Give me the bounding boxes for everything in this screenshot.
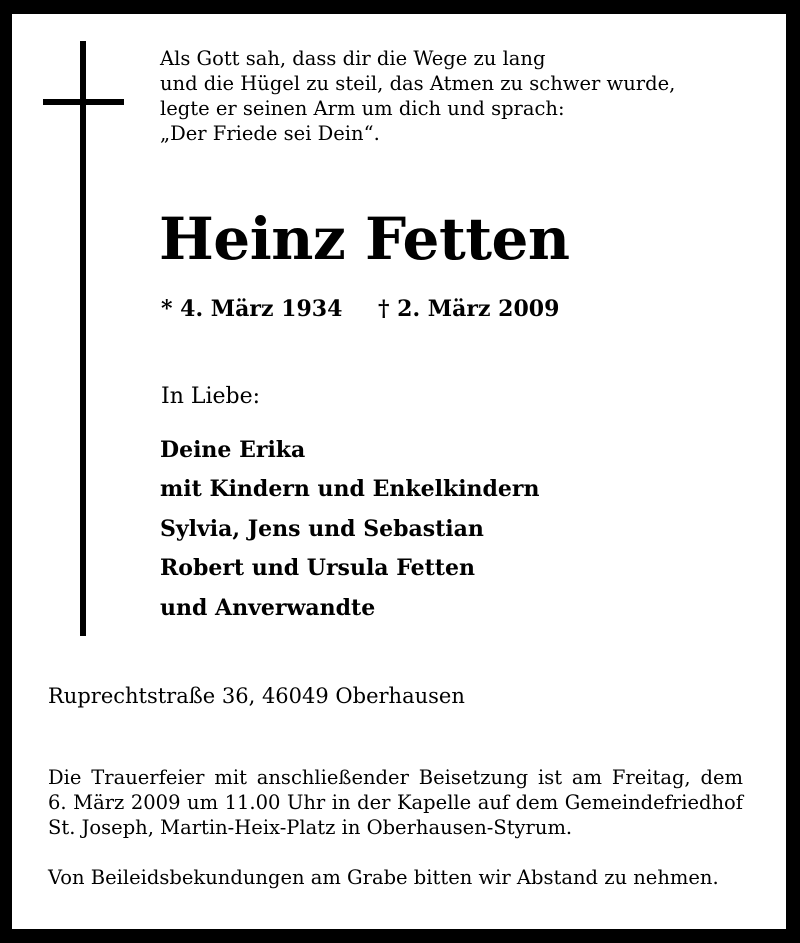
- poem-line: legte er seinen Arm um dich und sprach:: [160, 97, 565, 120]
- mourners-list: [160, 431, 540, 628]
- poem: [160, 46, 675, 146]
- mourner-line: und Anverwandte: [160, 594, 376, 621]
- ceremony-line: St. Joseph, Martin-Heix-Platz in Oberhausen-Styrum.: [48, 816, 573, 839]
- address: Ruprechtstraße 36, 46049 Oberhausen: [48, 684, 465, 708]
- mourner-line: Robert und Ursula Fetten: [160, 555, 475, 582]
- death-date: † 2. März 2009: [378, 296, 560, 322]
- ceremony-line: Die Trauerfeier mit anschließender Beisetzung ist am Freitag, dem: [48, 766, 743, 789]
- mourner-line: Deine Erika: [160, 437, 306, 463]
- poem-line: Als Gott sah, dass dir die Wege zu lang: [160, 47, 546, 70]
- mourner-line: mit Kindern und Enkelkindern: [160, 476, 540, 503]
- in-love-intro: In Liebe:: [161, 384, 261, 409]
- deceased-name: Heinz Fetten: [159, 205, 570, 273]
- birth-date: * 4. März 1934: [161, 296, 343, 322]
- cross-icon-vertical-bar: [80, 41, 86, 636]
- cross-icon-horizontal-bar: [43, 99, 124, 105]
- poem-line: und die Hügel zu steil, das Atmen zu schwer wurde,: [160, 72, 676, 95]
- condolence-note: Von Beileidsbekundungen am Grabe bitten wir Abstand zu nehmen.: [48, 866, 719, 889]
- ceremony-line: 6. März 2009 um 11.00 Uhr in der Kapelle auf dem Gemeindefriedhof: [48, 791, 743, 814]
- ceremony-notice: [48, 765, 743, 840]
- poem-line: „Der Friede sei Dein“.: [160, 122, 380, 145]
- mourner-line: Sylvia, Jens und Sebastian: [160, 515, 484, 542]
